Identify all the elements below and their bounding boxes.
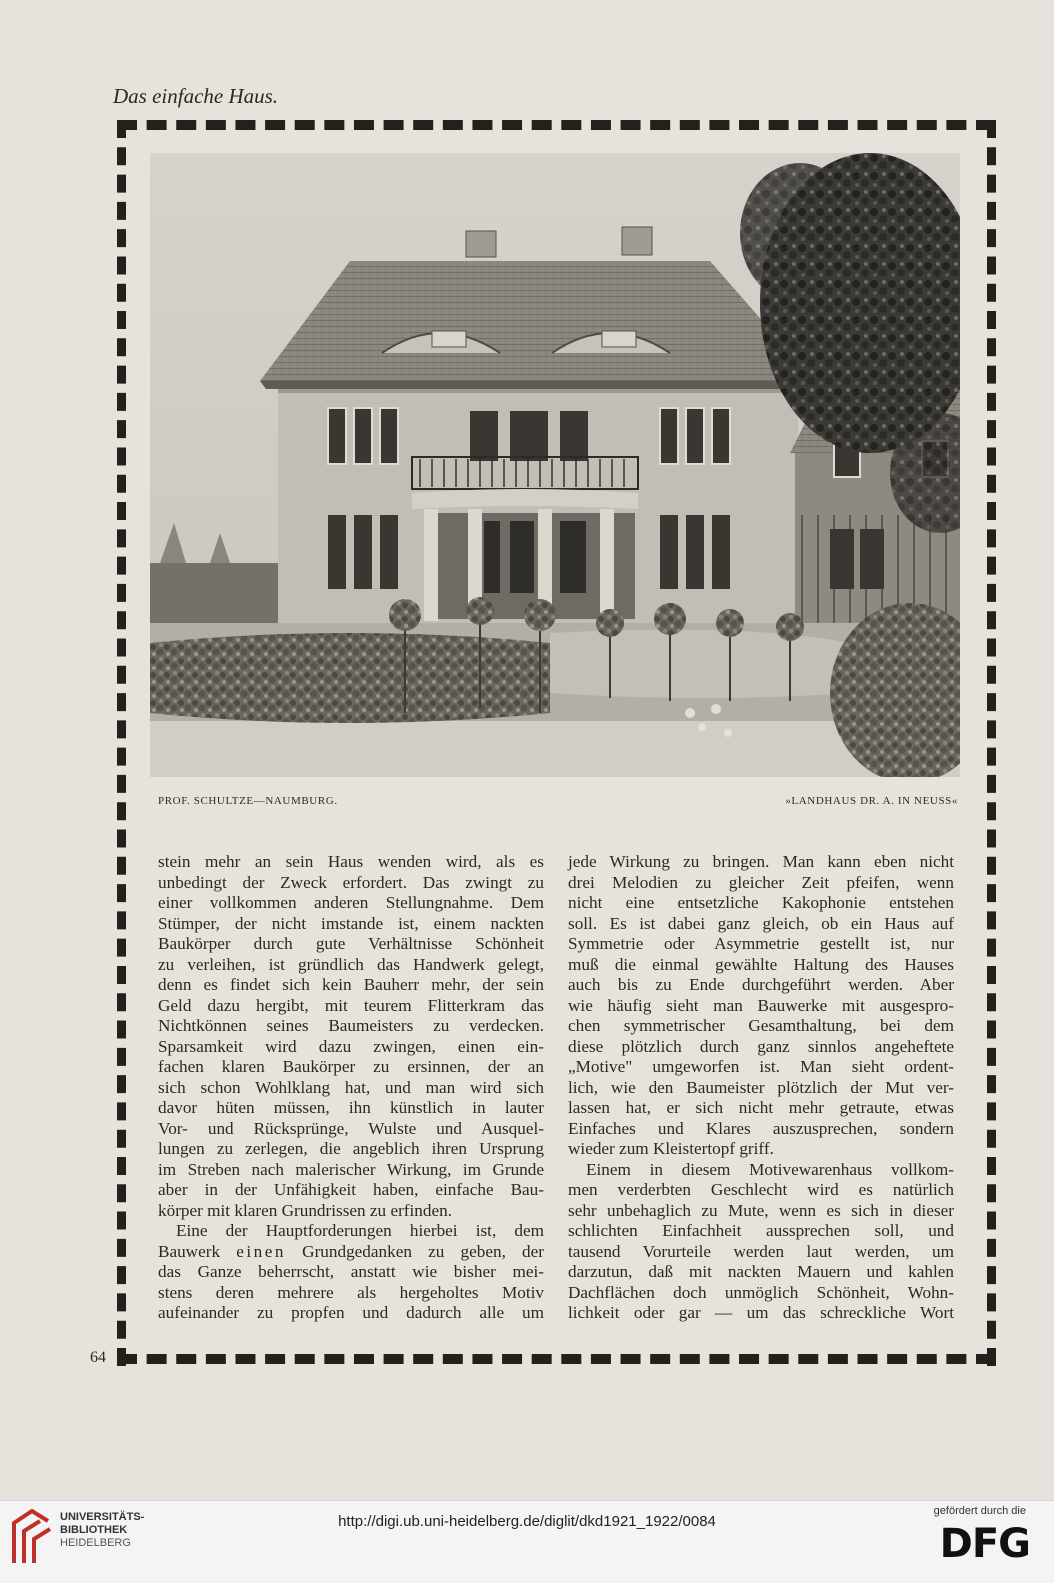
text-line: aufeinander zu propfen und dadurch alle um (158, 1303, 544, 1322)
text-line: jede Wirkung zu bringen. Man kann eben nicht (568, 852, 954, 871)
text-line: drei Melodien zu gleicher Zeit pfeifen, wenn (568, 872, 954, 892)
text-line: Sparsamkeit wird dazu zwingen, einen ein- (158, 1036, 544, 1056)
text-line: denn es findet sich kein Bauherr mehr, der sein (158, 975, 544, 994)
text-line: tausend Vorurteile werden laut werden, um (568, 1241, 954, 1261)
text-line: lassen hat, er sich nicht mehr getraute, etwas (568, 1098, 954, 1117)
text-line: Einem in diesem Motivewarenhaus vollkom- (586, 1159, 954, 1179)
text-line: lich, wie den Baumeister plötzlich der Mut ver- (568, 1077, 954, 1097)
library-name-line: UNIVERSITÄTS- (60, 1511, 145, 1523)
text-line: Einfaches und Klares auszusprechen, sondern (568, 1118, 954, 1138)
permalink-url[interactable]: http://digi.ub.uni-heidelberg.de/diglit/dkd1921_1922/0084 (338, 1513, 716, 1530)
text-line: sehr unbehaglich zu Mute, wenn es sich in dieser (568, 1200, 954, 1220)
text-line: Nichtkönnen seines Baumeisters zu verdecken. (158, 1016, 544, 1035)
text-line: „Motive" umgeworfen ist. Man sieht ordent- (568, 1057, 954, 1076)
text-line: sich schon Wohlklang hat, und man wird sich (158, 1077, 544, 1097)
text-line: Geld dazu hergibt, mit teurem Flitterkram das (158, 995, 544, 1015)
text-line: körper mit klaren Grundrissen zu erfinden. (158, 1200, 453, 1220)
text-line: lichkeit oder gar — um das schreckliche Wort (568, 1303, 954, 1322)
text-line: Eine der Hauptforderungen hierbei ist, dem (176, 1221, 544, 1240)
text-line: nicht eine entsetzliche Kakophonie entstehen (568, 893, 954, 912)
dfg-logo: DFG (939, 1521, 1030, 1567)
text-line: Dachflächen doch unmöglich Schönheit, Wohn- (568, 1282, 954, 1302)
text-fragment: Bauwerk (158, 1241, 221, 1261)
page-number: 64 (90, 1349, 106, 1366)
ornamental-frame-top (117, 120, 996, 130)
text-column-left (158, 852, 544, 1324)
text-fragment: Grundgedanken zu geben, der (302, 1241, 544, 1261)
text-line: wie häufig sieht man Bauwerke mit ausgespro- (568, 995, 954, 1015)
text-line: Symmetrie oder Asymmetrie gestellt ist, nur (568, 934, 954, 953)
spaced-emphasis: einen (236, 1241, 286, 1261)
text-line: men verderbten Geschlecht wird es natürlich (568, 1180, 954, 1199)
text-line: zu verleihen, ist gründlich das Handwerk gelegt, (158, 954, 544, 974)
text-line: aber in der Unfähigkeit haben, einfache Bau- (158, 1180, 544, 1199)
text-line: soll. Es ist dabei ganz gleich, ob ein Haus auf (568, 913, 954, 933)
photo-caption-credit: PROF. SCHULTZE—NAUMBURG. (158, 795, 338, 807)
text-line: darzutun, daß mit nackten Mauern und kahlen (568, 1262, 954, 1281)
text-line: lungen zu zerlegen, die angeblich ihren Ursprung (158, 1139, 544, 1158)
house-photograph (150, 153, 960, 777)
text-line: fachen klaren Baukörper zu ersinnen, der an (158, 1057, 544, 1076)
text-line: auch bis zu Ende durchgeführt werden. Aber (568, 975, 954, 994)
text-line: davor hüten müssen, ihn künstlich in lauter (158, 1098, 544, 1117)
text-line: chen symmetrischer Gesamthaltung, bei dem (568, 1016, 954, 1035)
ornamental-frame-right (987, 120, 996, 1366)
library-name-line: BIBLIOTHEK (60, 1524, 128, 1536)
text-line: diese plötzlich durch ganz sinnlos angeheftete (568, 1036, 954, 1056)
text-line: einer vollkommen anderen Stellungnahme. Dem (158, 893, 544, 912)
text-line: das Ganze beherrscht, anstatt wie bisher mei- (158, 1262, 544, 1281)
ornamental-frame-bottom (117, 1354, 996, 1366)
text-line: unbedingt der Zweck erfordert. Das zwingt zu (158, 872, 544, 892)
viewer-footer (0, 1500, 1054, 1583)
photo-caption-title: »LANDHAUS DR. A. IN NEUSS« (785, 795, 958, 807)
text-line: im Streben nach malerischer Wirkung, im Grunde (158, 1159, 544, 1179)
text-line: schlichten Einfachheit aussprechen soll, und (568, 1221, 954, 1240)
text-line: stein mehr an sein Haus wenden wird, als es (158, 852, 544, 871)
text-line-emphasis (158, 1242, 544, 1263)
running-head: Das einfache Haus. (113, 84, 279, 108)
text-line: Baukörper durch gute Verhältnisse Schönheit (158, 934, 544, 953)
library-name-line: HEIDELBERG (60, 1537, 131, 1549)
text-line: muß die einmal gewählte Haltung des Hauses (568, 954, 954, 974)
text-line: stens deren mehrere als hergeholtes Motiv (158, 1282, 544, 1302)
ornamental-frame-left (117, 120, 126, 1366)
text-line: Vor- und Rücksprünge, Wulste und Ausquel- (158, 1118, 544, 1138)
text-line: wieder zum Kleistertopf griff. (568, 1139, 774, 1158)
text-line: Stümper, der nicht imstande ist, einem nackten (158, 913, 544, 933)
sponsor-label: gefördert durch die (933, 1505, 1026, 1517)
text-column-right (568, 852, 954, 1324)
